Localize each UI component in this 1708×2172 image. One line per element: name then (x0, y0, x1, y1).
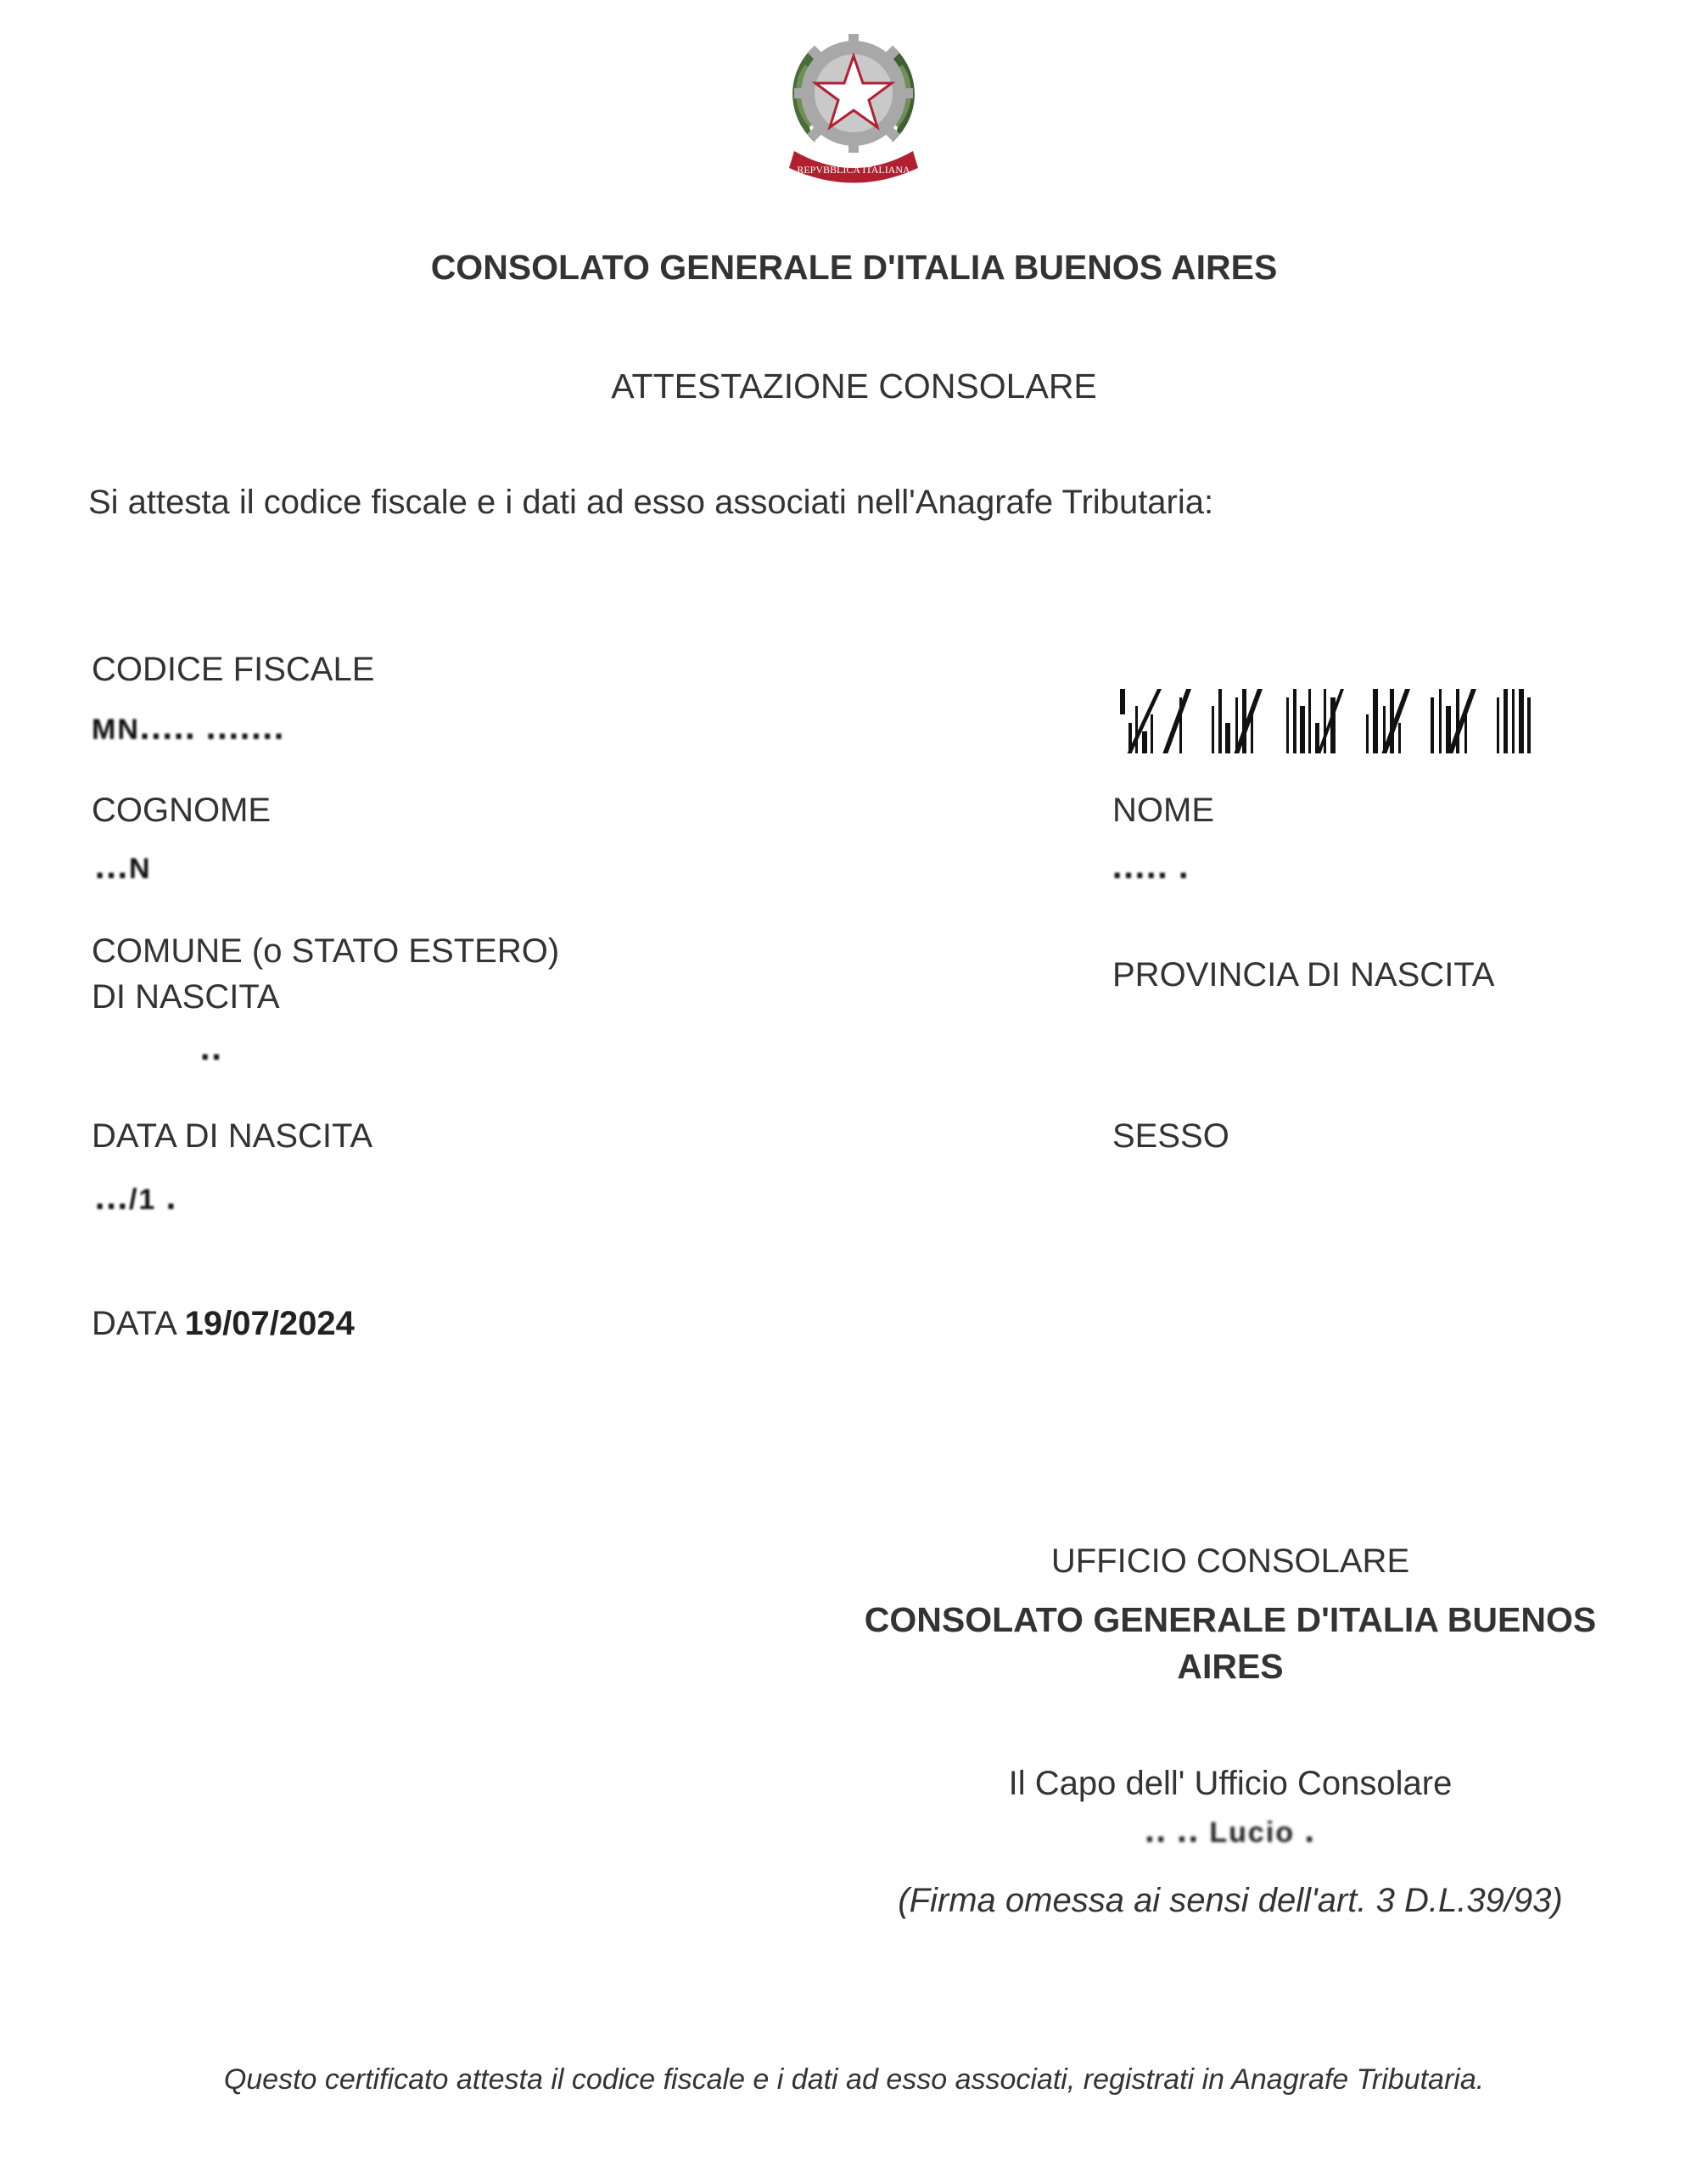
consulate-title: CONSOLATO GENERALE D'ITALIA BUENOS AIRES (430, 248, 1278, 287)
codice-fiscale-label: CODICE FISCALE (92, 651, 375, 688)
signer-name: ․․ ․․ Lucio ․ (1145, 1817, 1316, 1849)
intro-text: Si attesta il codice fiscale e i dati ad esso associati nell'Anagrafe Tributaria: (88, 484, 1214, 521)
issue-date-value: 19/07/2024 (184, 1305, 355, 1342)
codice-fiscale-value: MN․․․․․ ․․․․․․․ (92, 714, 286, 746)
comune-label-line2: DI NASCITA (92, 978, 280, 1016)
data-nascita-label: DATA DI NASCITA (92, 1117, 373, 1155)
office-label: UFFICIO CONSOLARE (1050, 1542, 1410, 1580)
cognome-label: COGNOME (92, 792, 272, 829)
comune-value: ․․ (200, 1034, 223, 1066)
barcode (1120, 689, 1536, 753)
nome-label: NOME (1112, 792, 1214, 829)
issue-date (92, 1305, 355, 1343)
data-nascita-value: ․․․/1 ․ (95, 1184, 178, 1216)
emblem-motto: REPVBBLICA ITALIANA (797, 164, 910, 176)
italian-republic-emblem (777, 15, 930, 185)
issue-date-label: DATA (92, 1305, 176, 1342)
comune-label-line1: COMUNE (o STATO ESTERO) (92, 932, 560, 970)
nome-value: ․․․․․ ․ (1112, 853, 1190, 885)
cognome-value: ․․․N (95, 853, 152, 885)
office-head-title: Il Capo dell' Ufficio Consolare (1008, 1765, 1453, 1802)
document-title: ATTESTAZIONE CONSOLARE (611, 367, 1097, 406)
provincia-label: PROVINCIA DI NASCITA (1112, 956, 1495, 994)
office-name: CONSOLATO GENERALE D'ITALIA BUENOS AIRES (864, 1600, 1597, 1686)
sesso-label: SESSO (1112, 1117, 1229, 1155)
footer-note: Questo certificato attesta il codice fiscale e i dati ad esso associati, registrati in Anagrafe Tributaria. (223, 2063, 1485, 2096)
signature-note: (Firma omessa ai sensi dell'art. 3 D.L.39/93) (898, 1882, 1563, 1919)
